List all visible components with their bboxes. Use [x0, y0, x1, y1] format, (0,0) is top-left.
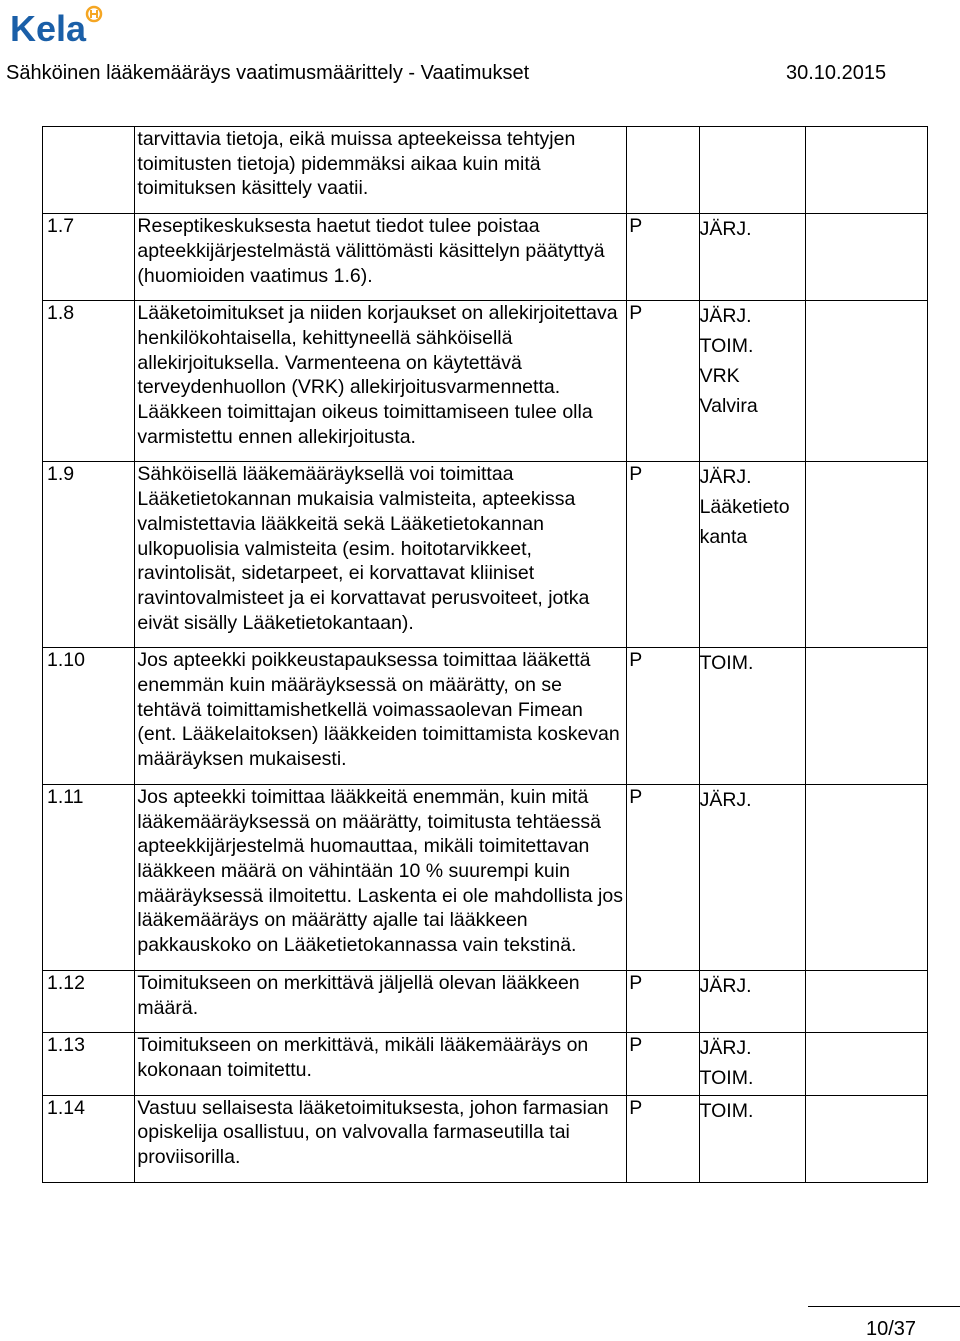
document-title: Sähköinen lääkemääräys vaatimusmäärittely - Vaatimukset [6, 62, 530, 84]
requirement-row [43, 127, 928, 214]
requirement-text: Jos apteekki toimittaa lääkkeitä enemmän, kuin mitä lääkemääräyksessä on määrätty, toimitusta tehtäessä apteekkijärjestelmä huomauttaa, mikäli toimitettavan lääkkeen määrä on vähintään 10 % suurempi kuin määräyksessä ilmoitettu. Laskenta ei ole mahdollista jos lääkemääräys on määrätty ajalle tai lääkkeen pakkauskoko on Lääketietokannassa vain tekstinä. [137, 785, 623, 957]
responsible-party: Valvira [699, 395, 758, 418]
requirement-row [43, 1033, 928, 1095]
responsible-party: TOIM. [699, 1099, 754, 1122]
requirement-priority: P [627, 1033, 699, 1095]
requirement-text-cell [135, 784, 627, 970]
requirement-number [43, 127, 135, 214]
requirement-number: 1.8 [43, 301, 135, 462]
requirement-row [43, 462, 928, 648]
requirement-text-cell [135, 970, 627, 1032]
requirement-responsible [699, 1095, 806, 1182]
requirement-number: 1.14 [43, 1095, 135, 1182]
requirement-number: 1.12 [43, 970, 135, 1032]
requirement-number: 1.10 [43, 648, 135, 785]
empty-column [806, 1095, 928, 1182]
kela-logo-graphic [8, 4, 108, 48]
requirement-text-cell [135, 301, 627, 462]
requirement-text: Toimitukseen on merkittävä, mikäli lääkemääräys on kokonaan toimitettu. [137, 1034, 589, 1081]
document-date: 30.10.2015 [786, 62, 887, 84]
requirement-row [43, 214, 928, 301]
requirement-priority: P [627, 214, 699, 301]
requirement-number: 1.11 [43, 784, 135, 970]
empty-column [806, 462, 928, 648]
requirement-text: Jos apteekki poikkeustapauksessa toimittaa lääkettä enemmän kuin määräyksessä on määrätty, on se tehtävä toimittamishetkellä voimassaolevan Fimean (ent. Lääkelaitoksen) lääkkeiden toimittamista koskevan määräyksen mukaisesti. [137, 649, 620, 771]
requirement-row [43, 970, 928, 1032]
empty-column [806, 214, 928, 301]
requirement-responsible [699, 214, 806, 301]
responsible-party: JÄRJ. [699, 466, 752, 489]
requirement-text-cell [135, 214, 627, 301]
requirement-text: Lääketoimitukset ja niiden korjaukset on allekirjoitettava henkilökohtaisella, kehittyneellä sähköisellä allekirjoituksella. Varmenteena on käytettävä terveydenhuollon (VRK) allekirjoitusvarmennetta. Lääkkeen toimittajan oikeus toimittamiseen tulee olla varmistettu ennen allekirjoitusta. [137, 302, 618, 448]
requirement-responsible [699, 648, 806, 785]
empty-column [806, 301, 928, 462]
responsible-party: JÄRJ. [699, 788, 752, 811]
requirement-text-cell [135, 127, 627, 214]
requirement-text-cell [135, 1033, 627, 1095]
responsible-party: TOIM. [699, 652, 754, 675]
requirement-row [43, 784, 928, 970]
responsible-party: Lääketieto kanta [699, 496, 790, 549]
requirement-text-cell [135, 1095, 627, 1182]
empty-column [806, 127, 928, 214]
requirement-row [43, 301, 928, 462]
requirement-priority [627, 127, 699, 214]
requirement-text: tarvittavia tietoja, eikä muissa apteekeissa tehtyjen toimitusten tietoja) pidemmäksi aikaa kuin mitä toimituksen käsittely vaatii. [137, 128, 576, 200]
requirement-row [43, 1095, 928, 1182]
requirement-priority: P [627, 784, 699, 970]
requirement-priority: P [627, 301, 699, 462]
requirement-responsible [699, 462, 806, 648]
requirement-responsible [699, 784, 806, 970]
requirement-text: Toimitukseen on merkittävä jäljellä olevan lääkkeen määrä. [137, 971, 580, 1019]
empty-column [806, 970, 928, 1032]
requirement-responsible [699, 1033, 806, 1095]
requirements-table [42, 126, 928, 1183]
requirement-number: 1.13 [43, 1033, 135, 1095]
svg-text:Kela: Kela [10, 8, 87, 48]
requirement-text: Reseptikeskuksesta haetut tiedot tulee poistaa apteekkijärjestelmästä välittömästi käsittelyn päätyttyä (huomioiden vaatimus 1.6). [137, 215, 605, 287]
requirement-text: Sähköisellä lääkemääräyksellä voi toimittaa Lääketietokannan mukaisia valmisteita, apteekissa valmistettavia lääkkeitä sekä Lääketietokannan ulkopuolisia valmisteita (esim. hoitotarvikkeet, ravintolisät, sidetarpeet, ei korvattavat kliiniset ravintovalmisteet ja ei korvattavat perusvoiteet, jotka eivät sisälly Lääketietokantaan). [137, 463, 590, 634]
requirement-text-cell [135, 648, 627, 785]
requirement-number: 1.9 [43, 462, 135, 648]
responsible-party: JÄRJ. [699, 1037, 752, 1060]
page-number: 10/37 [866, 1318, 917, 1340]
requirement-priority: P [627, 462, 699, 648]
empty-column [806, 1033, 928, 1095]
requirement-text-cell [135, 462, 627, 648]
requirement-responsible [699, 970, 806, 1032]
requirement-priority: P [627, 970, 699, 1032]
requirement-row [43, 648, 928, 785]
responsible-party: JÄRJ. [699, 974, 752, 997]
kela-logo [8, 4, 108, 48]
requirement-responsible [699, 301, 806, 462]
empty-column [806, 648, 928, 785]
requirement-priority: P [627, 648, 699, 785]
responsible-party: VRK [699, 365, 740, 388]
responsible-party: TOIM. [699, 335, 754, 358]
responsible-party: TOIM. [699, 1067, 754, 1090]
requirement-priority: P [627, 1095, 699, 1182]
requirement-responsible [699, 127, 806, 214]
requirement-number: 1.7 [43, 214, 135, 301]
footer-rule [808, 1306, 960, 1307]
responsible-party: JÄRJ. [699, 218, 752, 241]
responsible-party: JÄRJ. [699, 305, 752, 328]
requirement-text: Vastuu sellaisesta lääketoimituksesta, johon farmasian opiskelija osallistuu, on valvovalla farmaseutilla tai proviisorilla. [137, 1096, 609, 1169]
empty-column [806, 784, 928, 970]
